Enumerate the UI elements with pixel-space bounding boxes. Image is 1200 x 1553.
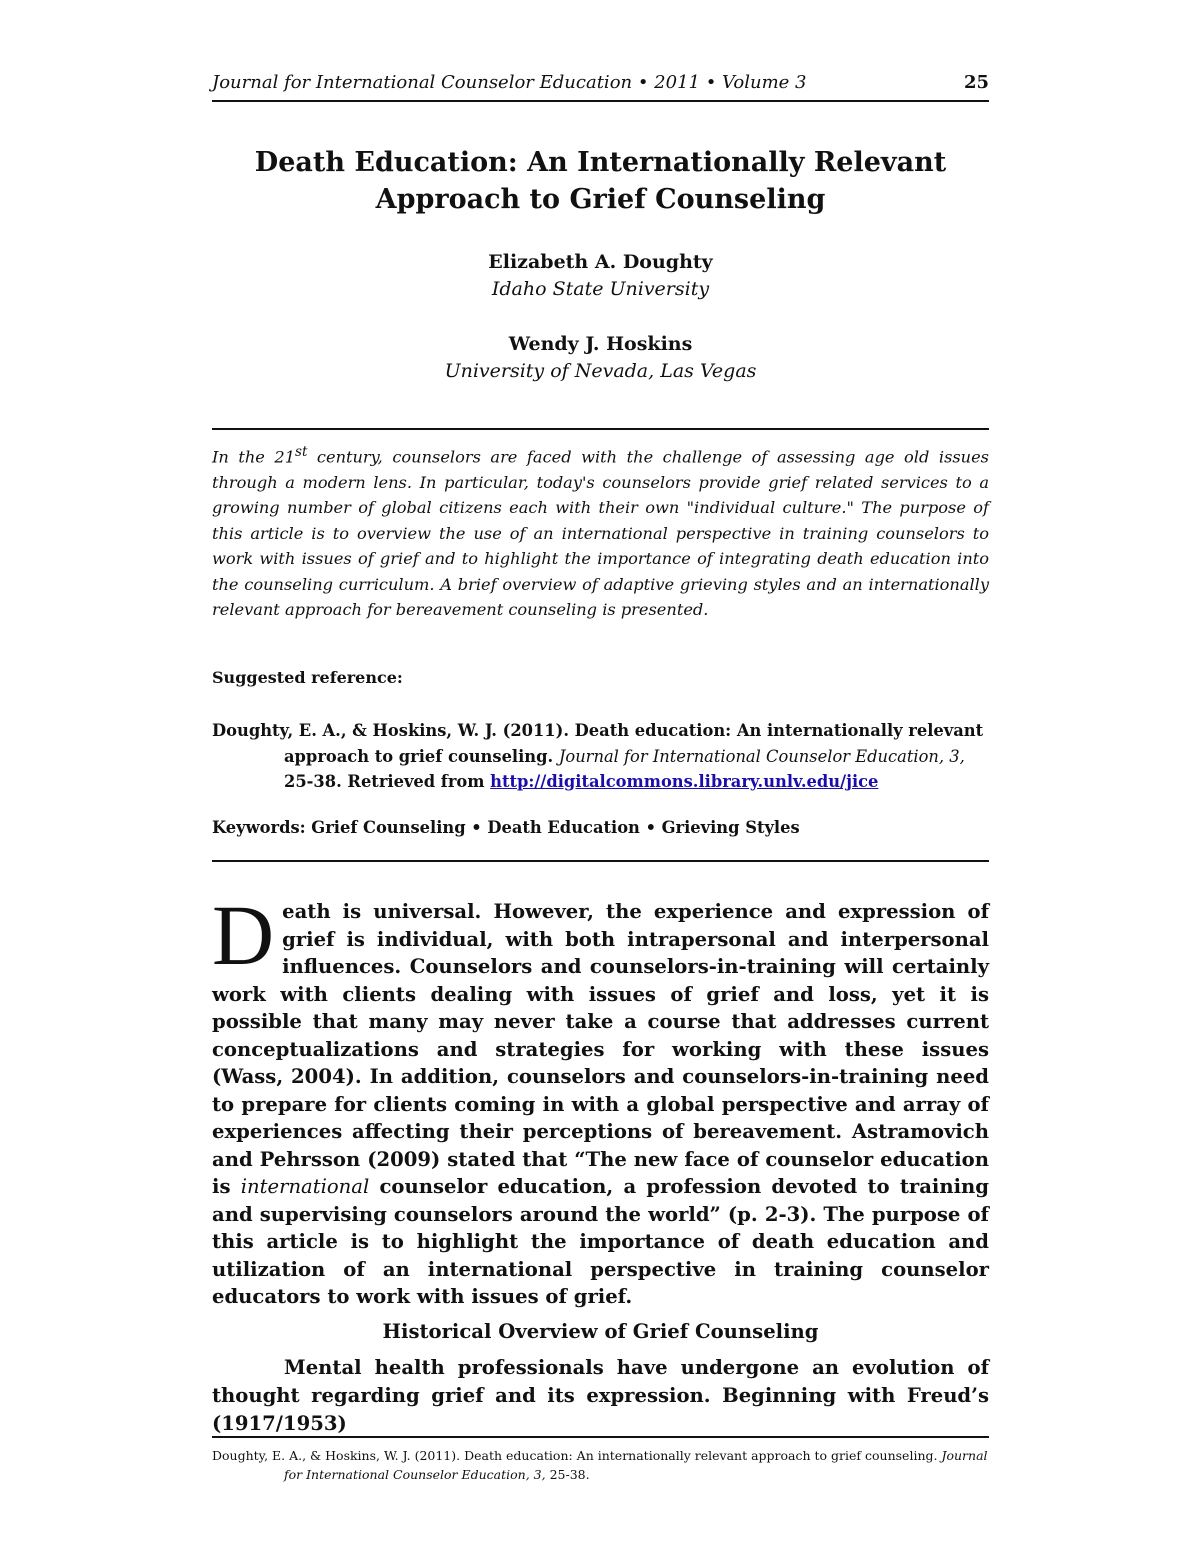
paragraph-text: eath is universal. However, the experience and expression of grief is individual, with both intrapersonal and interpersonal influences. Counselors and counselors-in-training will certainly work with clients dealing with issues of grief and loss, yet it is possible that many may never take a course that addresses current conceptualizations and strategies for working with these issues (Wass, 2004). In addition, counselors and counselors-in-training need to prepare for clients coming in with a global perspective and array of experiences affecting their perceptions of bereavement. Astramovich and Pehrsson (2009) stated that “The new face of counselor education is: [212, 900, 989, 1198]
title-line-1: Death Education: An Internationally Relevant: [254, 147, 947, 178]
running-header: [212, 70, 989, 102]
title-line-2: Approach to Grief Counseling: [375, 184, 826, 215]
footer-pages: 25-38.: [545, 1467, 590, 1482]
paragraph-text: counselor education, a profession devoted to training and supervising counselors around the world” (p. 2-3). The purpose of this article is to highlight the importance of death education and utilization of an international perspective in training counselor educators to work with issues of grief.: [212, 1175, 989, 1308]
keywords-line: [212, 818, 800, 837]
body-paragraph-1: [212, 887, 989, 1311]
author-block-1: [212, 249, 989, 303]
journal-header-title: Journal for International Counselor Education • 2011 • Volume 3: [212, 72, 807, 93]
emphasis-text: international: [240, 1175, 370, 1198]
footer-journal: Journal for International Counselor Education, 3,: [284, 1448, 988, 1482]
footer-citation: [212, 1446, 989, 1484]
drop-cap: D: [212, 887, 275, 983]
keywords-label: Keywords:: [212, 818, 306, 837]
section-heading: Historical Overview of Grief Counseling: [382, 1320, 819, 1343]
body-paragraph-2: Mental health professionals have undergone an evolution of thought regarding grief and its expression. Beginning with Freud’s (1917/1953): [212, 1356, 989, 1435]
suggested-reference-label: Suggested reference:: [212, 668, 403, 687]
abstract: [212, 440, 989, 623]
abstract-text: century, counselors are faced with the challenge of assessing age old issues through a modern lens. In particular, today's counselors provide grief related services to a growing number of global citizens each with their own "individual culture." The purpose of this article is to overview the use of an international perspective in training counselors to work with issues of grief and to highlight the importance of integrating death education into the counseling curriculum. A brief overview of adaptive grieving styles and an internationally relevant approach for bereavement counseling is presented.: [212, 447, 989, 620]
author-name: Elizabeth A. Doughty: [488, 251, 713, 273]
footer-citation-text: Doughty, E. A., & Hoskins, W. J. (2011). Death education: An internationally relevant approach to grief counseling.: [212, 1448, 942, 1463]
divider: [212, 428, 989, 430]
abstract-text-start: In the 21: [212, 447, 296, 467]
page-number: 25: [963, 72, 989, 93]
author-block-2: [212, 331, 989, 385]
keywords-list: Grief Counseling • Death Education • Grieving Styles: [311, 818, 800, 837]
author-affiliation: Idaho State University: [491, 278, 710, 300]
divider: [212, 860, 989, 862]
abstract-superscript: st: [295, 444, 308, 460]
reference-journal: Journal for International Counselor Education, 3,: [558, 746, 965, 766]
author-affiliation: University of Nevada, Las Vegas: [444, 360, 757, 382]
suggested-reference: [212, 718, 989, 795]
article-title: [212, 144, 989, 218]
footer-divider: [212, 1436, 989, 1438]
reference-citation: Doughty, E. A., & Hoskins, W. J. (2011). Death education: An internationally relevant approach to grief counseling.: [212, 721, 984, 766]
author-name: Wendy J. Hoskins: [508, 333, 693, 355]
reference-pages: 25-38. Retrieved from: [284, 772, 491, 791]
reference-url-link[interactable]: http://digitalcommons.library.unlv.edu/jice: [490, 772, 879, 791]
